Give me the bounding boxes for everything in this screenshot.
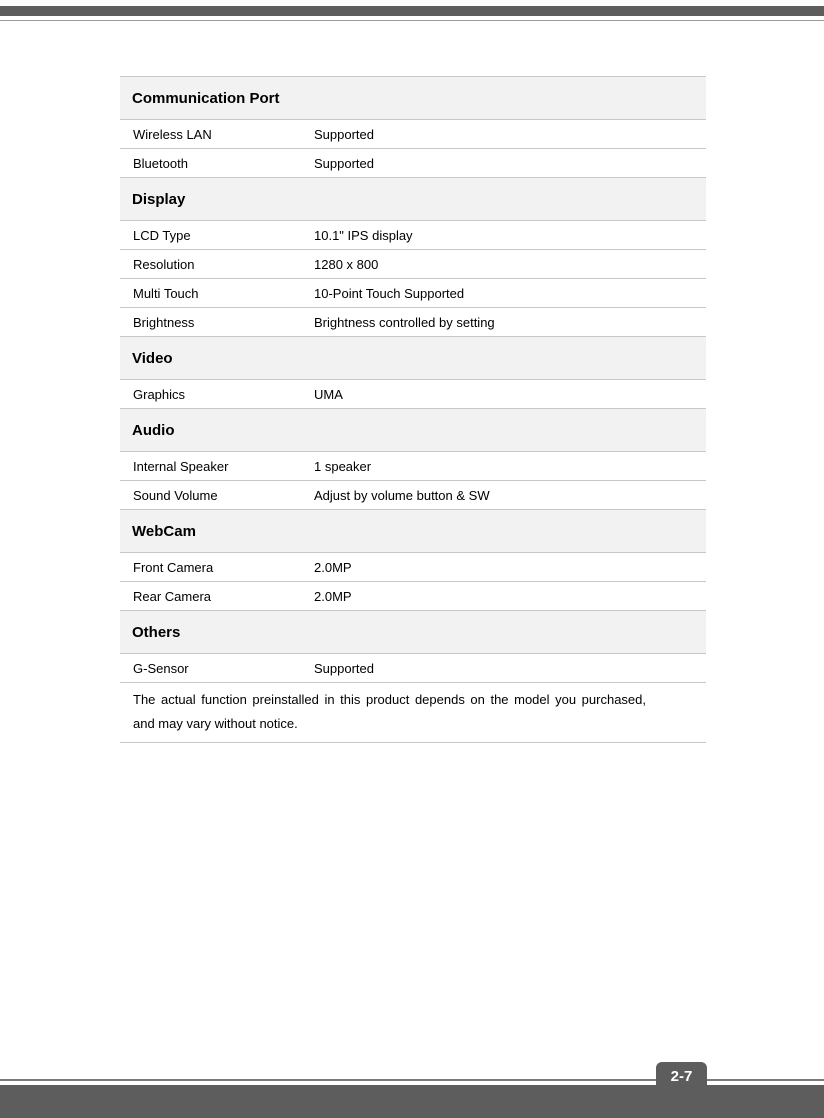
spec-label: Multi Touch <box>133 285 199 301</box>
spec-row-internal-speaker <box>120 452 706 481</box>
spec-row-g-sensor <box>120 654 706 683</box>
spec-row-graphics <box>120 380 706 409</box>
spec-value: Supported <box>314 660 374 676</box>
page-number: 2-7 <box>670 1067 693 1085</box>
top-header-rule <box>0 20 824 21</box>
section-header-webcam <box>120 510 706 553</box>
section-header-audio <box>120 409 706 452</box>
section-header-communication-port <box>120 77 706 120</box>
spec-value: Adjust by volume button & SW <box>314 487 490 503</box>
disclaimer-note: The actual function preinstalled in this product depends on the model you purchased, and may vary without notice. <box>120 683 706 743</box>
spec-value: Supported <box>314 126 374 142</box>
page-number-tab <box>656 1062 707 1090</box>
spec-label: Sound Volume <box>133 487 218 503</box>
spec-value: 1 speaker <box>314 458 372 474</box>
spec-value: 1280 x 800 <box>314 256 379 272</box>
spec-label: LCD Type <box>133 227 191 243</box>
spec-value: 2.0MP <box>314 559 352 575</box>
spec-value: 2.0MP <box>314 588 352 604</box>
spec-label: Resolution <box>133 256 195 272</box>
spec-row-multi-touch <box>120 279 706 308</box>
spec-row-sound-volume <box>120 481 706 510</box>
section-title: Others <box>132 623 181 641</box>
spec-table <box>120 76 706 743</box>
section-header-video <box>120 337 706 380</box>
spec-label: Wireless LAN <box>133 126 212 142</box>
spec-value: UMA <box>314 386 343 402</box>
spec-label: Internal Speaker <box>133 458 229 474</box>
spec-row-lcd-type <box>120 221 706 250</box>
spec-label: Rear Camera <box>133 588 212 604</box>
spec-row-brightness <box>120 308 706 337</box>
spec-row-rear-camera <box>120 582 706 611</box>
section-title: Audio <box>132 421 175 439</box>
spec-value: Brightness controlled by setting <box>314 314 495 330</box>
spec-label: Graphics <box>133 386 186 402</box>
section-title: Communication Port <box>132 89 280 107</box>
spec-label: Bluetooth <box>133 155 188 171</box>
section-title: Display <box>132 190 186 208</box>
section-title: WebCam <box>132 522 196 540</box>
spec-row-front-camera <box>120 553 706 582</box>
spec-row-wireless-lan <box>120 120 706 149</box>
spec-row-bluetooth <box>120 149 706 178</box>
section-title: Video <box>132 349 173 367</box>
top-header-bar <box>0 6 824 16</box>
spec-row-resolution <box>120 250 706 279</box>
spec-value: 10.1" IPS display <box>314 227 413 243</box>
section-header-others <box>120 611 706 654</box>
spec-label: G-Sensor <box>133 660 189 676</box>
spec-value: 10-Point Touch Supported <box>314 285 465 301</box>
section-header-display <box>120 178 706 221</box>
spec-label: Brightness <box>133 314 195 330</box>
spec-value: Supported <box>314 155 374 171</box>
spec-label: Front Camera <box>133 559 214 575</box>
